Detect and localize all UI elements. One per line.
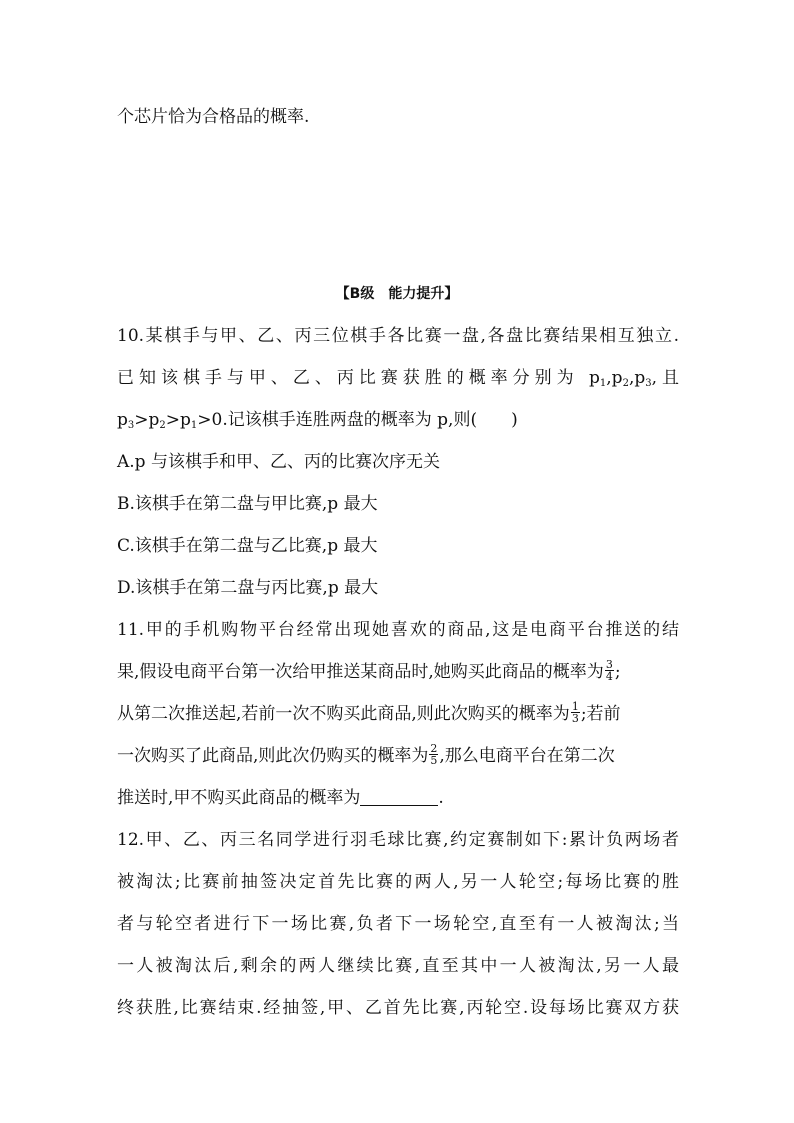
q12-line-5: 终获胜,比赛结束.经抽签,甲、乙首先比赛,丙轮空.设每场比赛双方获 bbox=[117, 998, 679, 1018]
fraction-3-4: $\frac{3}{4}$ bbox=[605, 658, 613, 683]
q12-line-4: 一人被淘汰后,剩余的两人继续比赛,直至其中一人被淘汰,另一人最 bbox=[117, 956, 679, 976]
q11-line-5: 推送时,甲不购买此商品的概率为 . bbox=[117, 788, 444, 808]
q11-line-1: 11.甲的手机购物平台经常出现她喜欢的商品,这是电商平台推送的结 bbox=[117, 620, 679, 640]
q11-line-2: 果,假设电商平台第一次给甲推送某商品时,她购买此商品的概率为 $\frac{3}{4}$ ; bbox=[117, 658, 621, 683]
q12-line-1: 12.甲、乙、丙三名同学进行羽毛球比赛,约定赛制如下:累计负两场者 bbox=[117, 830, 679, 850]
fraction-1-3: $\frac{1}{3}$ bbox=[571, 700, 579, 725]
q10-option-b: B.该棋手在第二盘与甲比赛,p 最大 bbox=[117, 494, 378, 514]
section-title: 【B级 能力提升】 bbox=[335, 286, 459, 302]
q10-line-1: 10.某棋手与甲、乙、丙三位棋手各比赛一盘,各盘比赛结果相互独立. bbox=[117, 326, 679, 346]
q12-line-2: 被淘汰;比赛前抽签决定首先比赛的两人,另一人轮空;每场比赛的胜 bbox=[117, 872, 679, 892]
q10-option-d: D.该棋手在第二盘与丙比赛,p 最大 bbox=[117, 578, 379, 598]
q11-line-3: 从第二次推送起,若前一次不购买此商品,则此次购买的概率为 $\frac{1}{3}$ ;若前 bbox=[117, 700, 621, 725]
q10-option-a: A.p 与该棋手和甲、乙、丙的比赛次序无关 bbox=[117, 452, 440, 472]
fraction-2-5: $\frac{2}{5}$ bbox=[430, 742, 438, 767]
answer-blank bbox=[360, 789, 438, 806]
q11-line-4: 一次购买了此商品,则此次仍购买的概率为 $\frac{2}{5}$ ,那么电商平台在第二次 bbox=[117, 742, 615, 767]
intro-text: 个芯片恰为合格品的概率. bbox=[117, 107, 310, 127]
q10-line-2: 已知该棋手与甲、乙、丙比赛获胜的概率分别为 $p_1,p_2,p_3$,且 bbox=[117, 368, 679, 389]
q10-line-3: $p_3>p_2>p_1>0$.记该棋手连胜两盘的概率为 p,则( ) bbox=[117, 410, 518, 431]
q10-option-c: C.该棋手在第二盘与乙比赛,p 最大 bbox=[117, 536, 378, 556]
q12-line-3: 者与轮空者进行下一场比赛,负者下一场轮空,直至有一人被淘汰;当 bbox=[117, 914, 679, 934]
